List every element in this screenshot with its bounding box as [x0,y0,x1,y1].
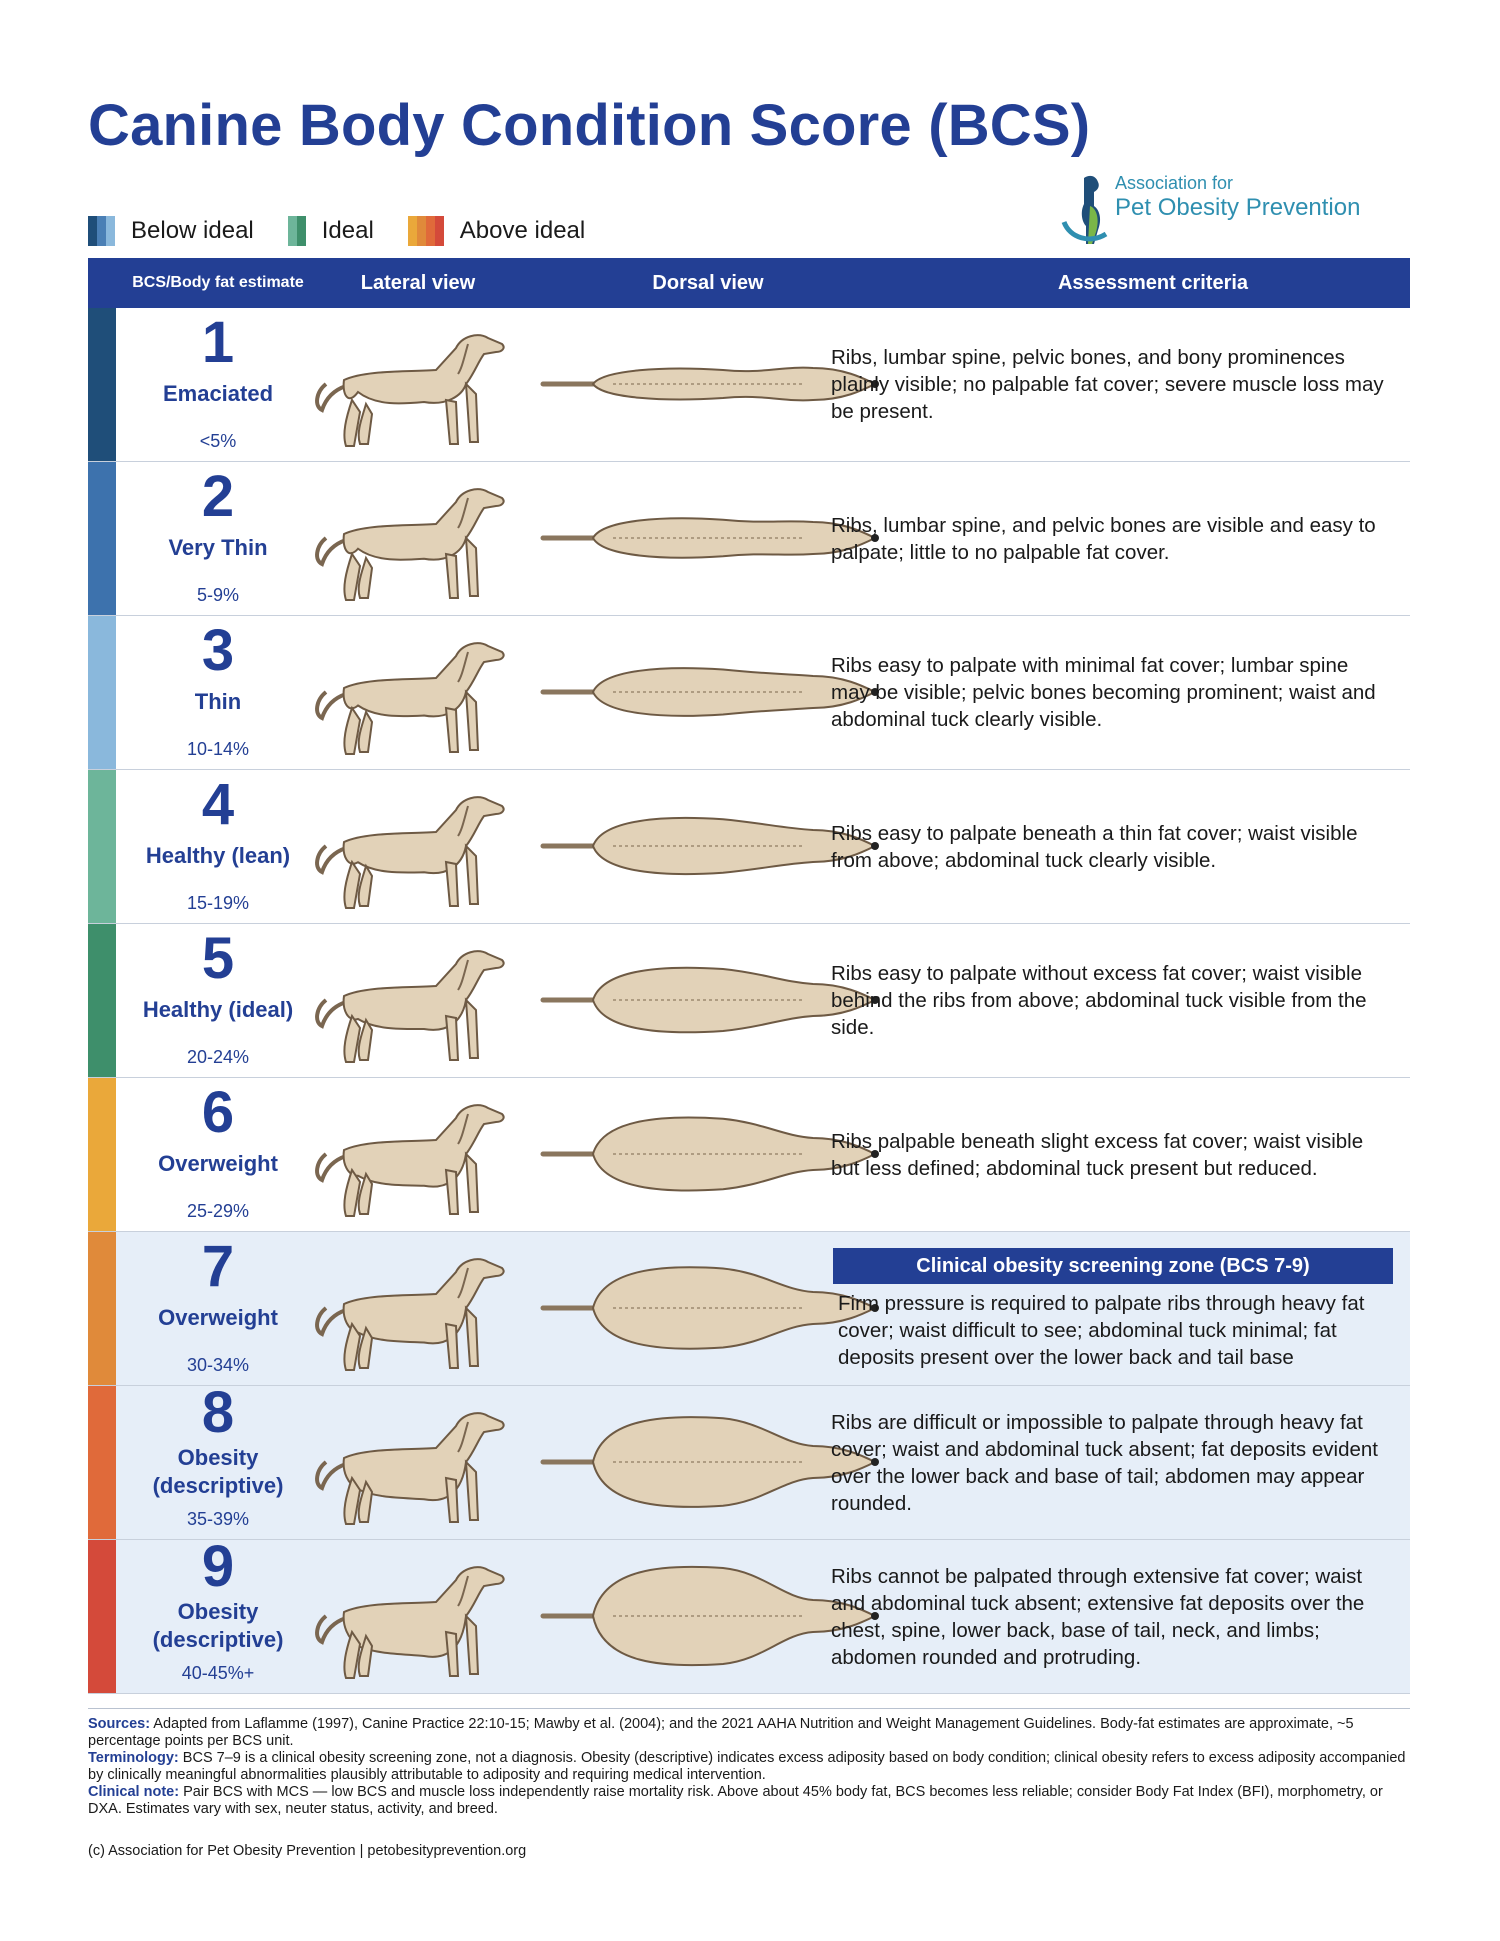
header-dorsal: Dorsal view [652,271,764,294]
body-fat-estimate: 40-45%+ [181,1663,255,1683]
footer-notes [88,1716,1410,1818]
clinical-note: Clinical note: Pair BCS with MCS — low BCS and muscle loss independently raise mortality risk. Above about 45% body fat, BCS becomes less reliable; consider Body Fat Index (BFI), morphometry, or DXA. Estimates vary with sex, neuter status, activity, and breed. [88,1784,1383,1817]
body-fat-estimate: 15-19% [186,893,250,913]
page-title: Canine Body Condition Score (BCS) [88,93,1091,158]
category-color-bar [88,462,116,615]
legend-swatch-below [88,216,115,246]
assessment-criteria: Ribs, lumbar spine, and pelvic bones are visible and easy to palpate; little to no palpable fat cover. [831,513,1376,564]
score-label: Very Thin [168,535,268,560]
body-fat-estimate: 5-9% [196,585,240,605]
category-color-bar [88,1078,116,1231]
legend-item-below [88,216,254,246]
score-number: 5 [201,926,235,991]
copyright: (c) Association for Pet Obesity Prevention | petobesityprevention.org [88,1843,527,1859]
logo-line1: Association for [1115,173,1234,193]
assessment-criteria: Ribs are difficult or impossible to palpate through heavy fat cover; waist and abdominal tuck absent; fat deposits evident over the lower back and base of tail; abdomen may appear rounded. [831,1410,1378,1515]
score-label: Healthy (lean) [145,843,291,868]
legend-item-ideal [288,216,374,246]
category-color-bar [88,308,116,461]
score-number: 9 [201,1534,235,1599]
dog-lateral-view-icon [306,1546,516,1688]
category-color-bar [88,1232,116,1385]
logo-text [1115,174,1360,220]
dog-cat-logo-icon [1060,172,1120,254]
table-row [88,924,1410,1078]
legend-label: Below ideal [131,217,254,244]
score-cell [118,924,318,1077]
body-fat-estimate: 20-24% [186,1047,250,1067]
assessment-criteria: Ribs cannot be palpated through extensive fat cover; waist and abdominal tuck absent; extensive fat deposits over the chest, spine, lower back, base of tail, neck, and limbs; abdomen rounded and protruding. [831,1564,1365,1669]
body-fat-estimate: 10-14% [186,739,250,759]
category-color-bar [88,1540,116,1693]
score-number: 1 [201,310,235,375]
legend-item-above [408,216,585,246]
score-label: Healthy (ideal) [142,997,294,1022]
dog-lateral-view-icon [306,468,516,610]
score-number: 3 [201,618,235,683]
header-criteria: Assessment criteria [1057,271,1249,294]
table-row [88,308,1410,462]
score-number: 2 [201,464,235,529]
assessment-criteria: Ribs palpable beneath slight excess fat cover; waist visible but less defined; abdominal tuck present but reduced. [831,1129,1364,1180]
logo-line2: Pet Obesity Prevention [1115,193,1361,221]
legend-label: Ideal [321,217,374,244]
score-label: Thin [194,689,242,714]
score-label: Obesity (descriptive) [152,1445,284,1498]
score-cell [118,616,318,769]
table-row [88,462,1410,616]
score-label: Overweight [158,1305,278,1330]
dog-lateral-view-icon [306,1238,516,1380]
header-bcs: BCS/Body fat estimate [132,274,304,291]
legend [88,215,619,247]
body-fat-estimate: 30-34% [186,1355,250,1375]
assessment-criteria: Ribs easy to palpate beneath a thin fat cover; waist visible from above; abdominal tuck clearly visible. [831,821,1358,872]
dog-lateral-view-icon [306,930,516,1072]
assessment-criteria: Ribs easy to palpate without excess fat cover; waist visible behind the ribs from above; abdominal tuck visible from the side. [831,962,1367,1039]
body-fat-estimate: 35-39% [186,1509,250,1529]
table-row [88,1232,1410,1386]
score-cell [118,1232,318,1385]
legend-swatch-ideal [288,216,306,246]
table-row [88,616,1410,770]
score-cell [118,462,318,615]
table-row [88,1380,1410,1540]
table-row [88,1534,1410,1694]
category-color-bar [88,1386,116,1539]
score-cell [118,1534,318,1693]
dog-lateral-view-icon [306,776,516,918]
score-label: Emaciated [162,381,274,406]
score-number: 4 [201,772,235,837]
score-cell [118,1078,318,1231]
table-body [88,308,1410,1694]
score-number: 6 [201,1080,235,1145]
assessment-criteria: Ribs, lumbar spine, pelvic bones, and bony prominences plainly visible; no palpable fat cover; severe muscle loss may be present. [831,346,1384,423]
body-fat-estimate: 25-29% [186,1201,250,1221]
table-row [88,770,1410,924]
legend-label: Above ideal [459,217,586,244]
terminology-note: Terminology: BCS 7–9 is a clinical obesity screening zone, not a diagnosis. Obesity (descriptive) indicates excess adiposity based on body condition; clinical obesity refers to excess adiposity accompanied by clinically meaningful abnormalities plausibly attributable to adiposity and requiring medical intervention. [88,1750,1406,1783]
score-label: Overweight [158,1151,278,1176]
header-lateral: Lateral view [360,271,476,294]
score-cell [118,770,318,923]
legend-swatch-above [408,216,444,246]
footer-divider [88,1708,1410,1709]
score-cell [118,1380,318,1539]
body-fat-estimate: <5% [199,431,237,451]
score-number: 8 [201,1380,235,1445]
category-color-bar [88,924,116,1077]
screening-zone-banner: Clinical obesity screening zone (BCS 7-9) [833,1248,1393,1284]
table-row [88,1078,1410,1232]
assessment-criteria: Firm pressure is required to palpate ribs through heavy fat cover; waist difficult to see; abdominal tuck minimal; fat deposits present over the lower back and tail base [838,1292,1365,1369]
dog-lateral-view-icon [306,1392,516,1534]
dog-lateral-view-icon [306,314,516,456]
dog-lateral-view-icon [306,622,516,764]
apop-logo [1060,172,1410,254]
sources-note: Sources: Adapted from Laflamme (1997), Canine Practice 22:10-15; Mawby et al. (2004); and the 2021 AAHA Nutrition and Weight Management Guidelines. Body-fat estimates are approximate, ~5 percentage points per BCS unit. [88,1716,1354,1749]
category-color-bar [88,616,116,769]
dog-lateral-view-icon [306,1084,516,1226]
table-header [88,258,1410,308]
score-number: 7 [201,1234,235,1299]
score-label: Obesity (descriptive) [152,1599,284,1652]
bcs-table [88,258,1410,1694]
assessment-criteria: Ribs easy to palpate with minimal fat cover; lumbar spine may be visible; pelvic bones becoming prominent; waist and abdominal tuck clearly visible. [831,654,1376,731]
score-cell [118,308,318,461]
category-color-bar [88,770,116,923]
